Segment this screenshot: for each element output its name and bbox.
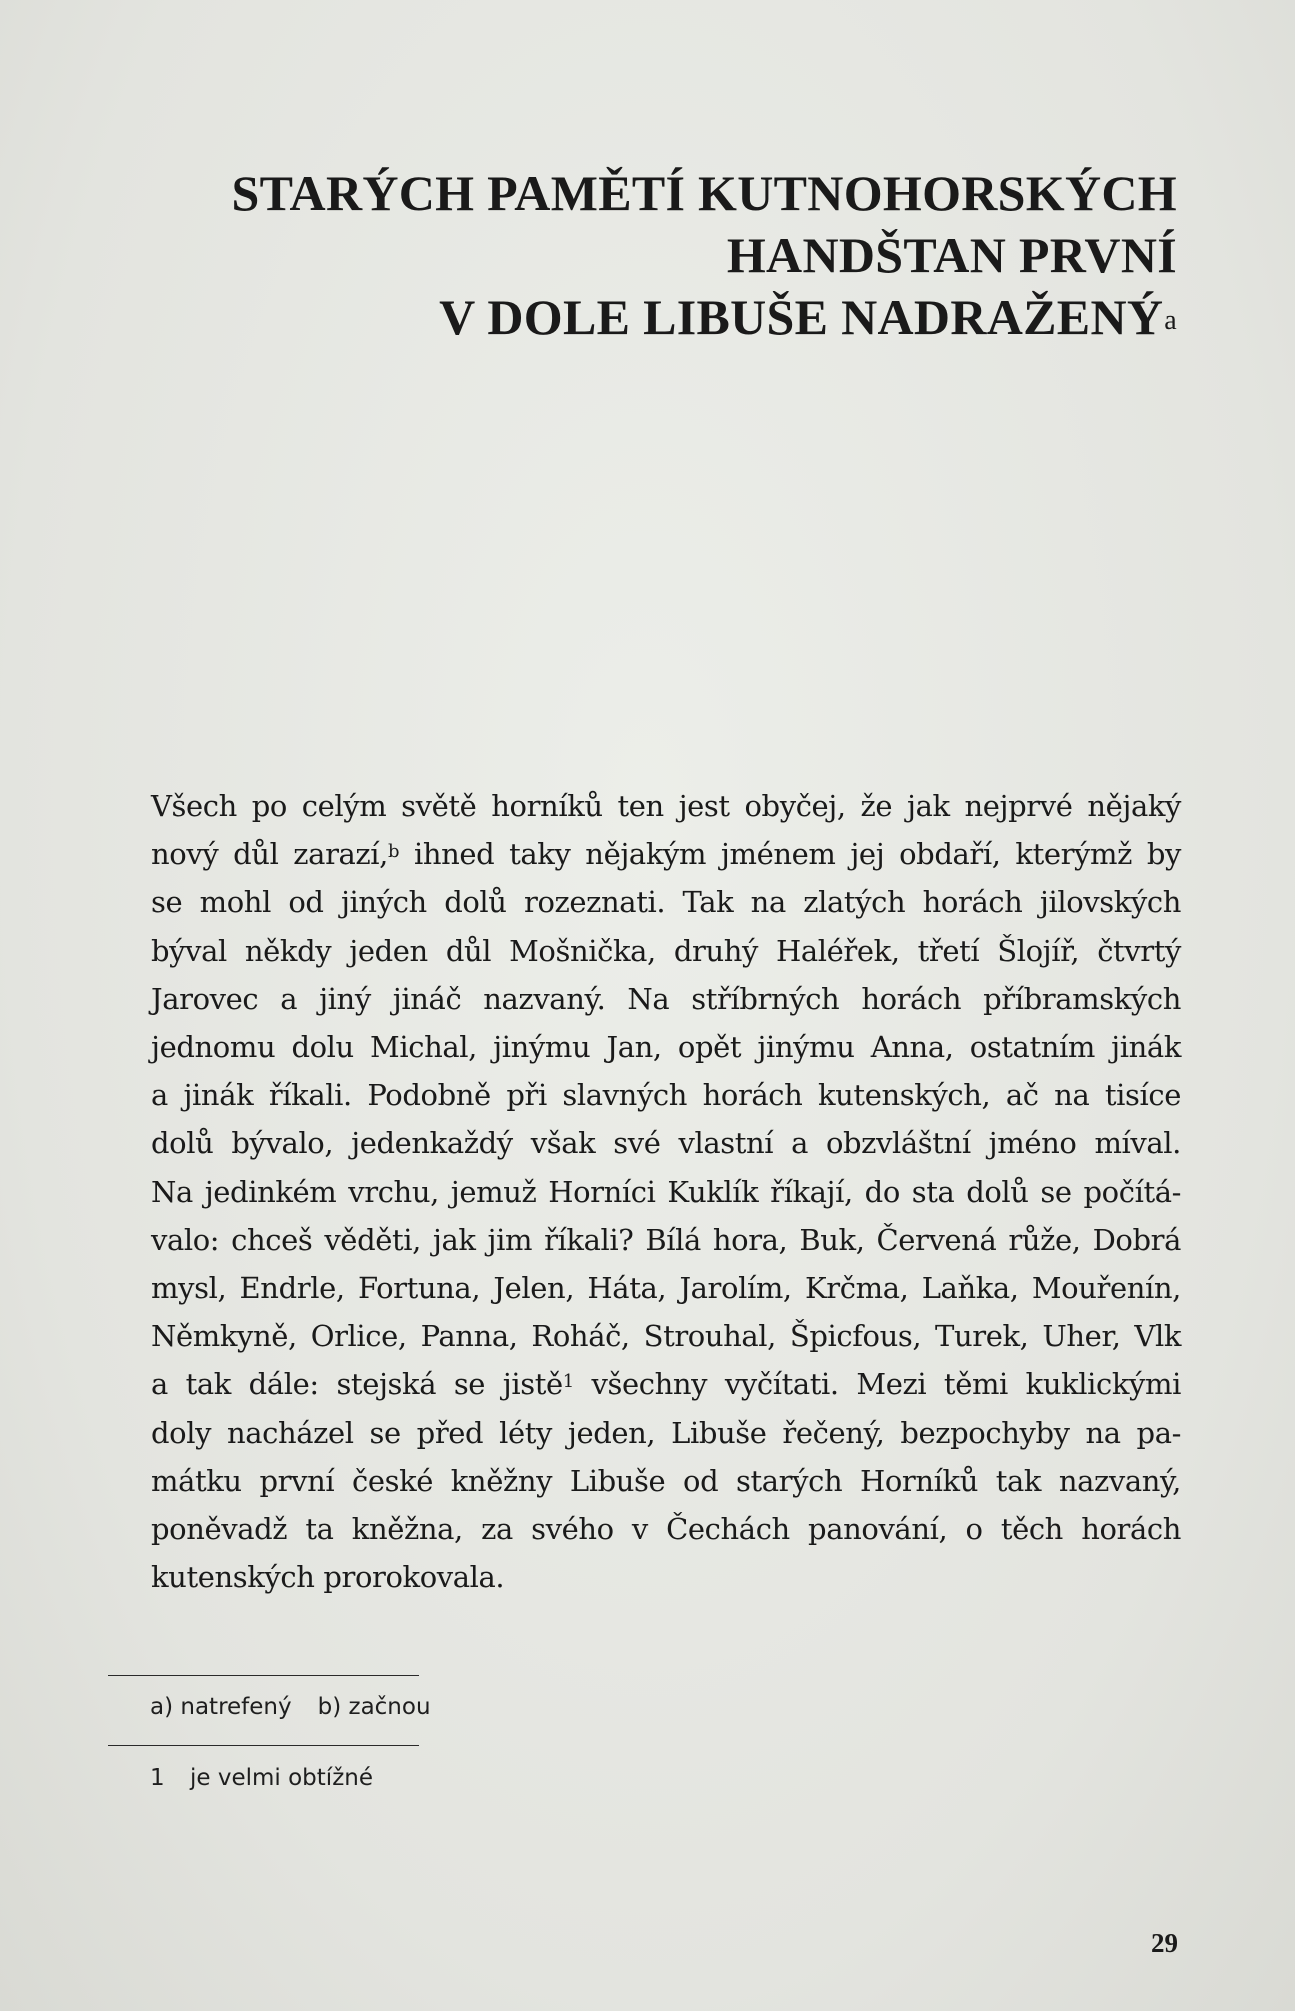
footnote-number: 1	[150, 1765, 165, 1791]
footnote-text: je velmi obtížné	[190, 1765, 373, 1791]
title-line-2: HANDŠTAN PRVNÍ	[726, 227, 1177, 283]
note-a: a) natrefený	[150, 1694, 292, 1720]
paragraph-line-part: nový důl zarazí,	[151, 837, 388, 872]
footnote-mark-1: 1	[562, 1371, 574, 1393]
note-b: b) začnou	[317, 1694, 431, 1720]
paragraph-line: se mohl od jiných dolů rozeznati. Tak na zlatých horách jilovských	[151, 885, 1181, 920]
paragraph-line: Němkyně, Orlice, Panna, Roháč, Strouhal, Špicfous, Turek, Uher, Vlk	[151, 1319, 1181, 1354]
paragraph-line: valo: chceš věděti, jak jim říkali? Bílá hora, Buk, Červená růže, Dobrá	[151, 1222, 1181, 1257]
paragraph-line: mátku první české kněžny Libuše od starých Horníků tak nazvaný,	[151, 1463, 1181, 1498]
paragraph-line: dolů bývalo, jedenkaždý však své vlastní a obzvláštní jméno míval.	[151, 1126, 1181, 1161]
paragraph-line: jednomu dolu Michal, jinýmu Jan, opět jinýmu Anna, ostatním jinák	[151, 1030, 1181, 1065]
paragraph-line: poněvadž ta kněžna, za svého v Čechách panování, o těch horách	[151, 1512, 1181, 1547]
paragraph-line: a jinák říkali. Podobně při slavných horách kutenských, ač na tisíce	[151, 1078, 1181, 1113]
paragraph-line: kutenských prorokovala.	[151, 1560, 505, 1595]
paragraph-line: Jarovec a jiný jináč nazvaný. Na stříbrných horách příbramských	[151, 981, 1181, 1016]
footnote-mark-b: b	[388, 841, 400, 863]
paragraph-line: mysl, Endrle, Fortuna, Jelen, Háta, Jarolím, Krčma, Laňka, Mouřenín,	[151, 1271, 1181, 1306]
main-paragraph	[151, 782, 1181, 1601]
paragraph-line-part: všechny vyčítati. Mezi těmi kuklickými	[573, 1367, 1181, 1402]
title-line-1: STARÝCH PAMĚTÍ KUTNOHORSKÝCH	[231, 165, 1177, 221]
paragraph-line-part: a tak dále: stejská se jistě	[151, 1367, 563, 1402]
textual-notes	[150, 1694, 431, 1720]
paragraph-line: Všech po celým světě horníků ten jest obyčej, že jak nejprvé nějaký	[151, 789, 1181, 823]
chapter-title	[231, 162, 1177, 348]
footnote-divider	[108, 1745, 419, 1746]
page-number: 29	[1151, 1928, 1178, 1958]
footnote-divider	[108, 1675, 419, 1676]
paragraph-line: býval někdy jeden důl Mošnička, druhý Haléřek, třetí Šlojíř, čtvrtý	[151, 933, 1181, 968]
paragraph-line: Na jedinkém vrchu, jemuž Horníci Kuklík říkají, do sta dolů se počítá-	[151, 1174, 1181, 1209]
title-note-mark: a	[1164, 305, 1177, 336]
paragraph-line	[151, 1360, 1181, 1408]
footnote-1	[150, 1765, 373, 1791]
paragraph-line	[151, 830, 1181, 878]
title-line-3	[231, 286, 1177, 348]
paragraph-line-part: ihned taky nějakým jménem jej obdaří, kterýmž by	[399, 837, 1181, 872]
title-line-3-text: V DOLE LIBUŠE NADRAŽENÝ	[439, 289, 1164, 345]
paragraph-line: doly nacházel se před léty jeden, Libuše řečený, bezpochyby na pa-	[151, 1415, 1181, 1450]
